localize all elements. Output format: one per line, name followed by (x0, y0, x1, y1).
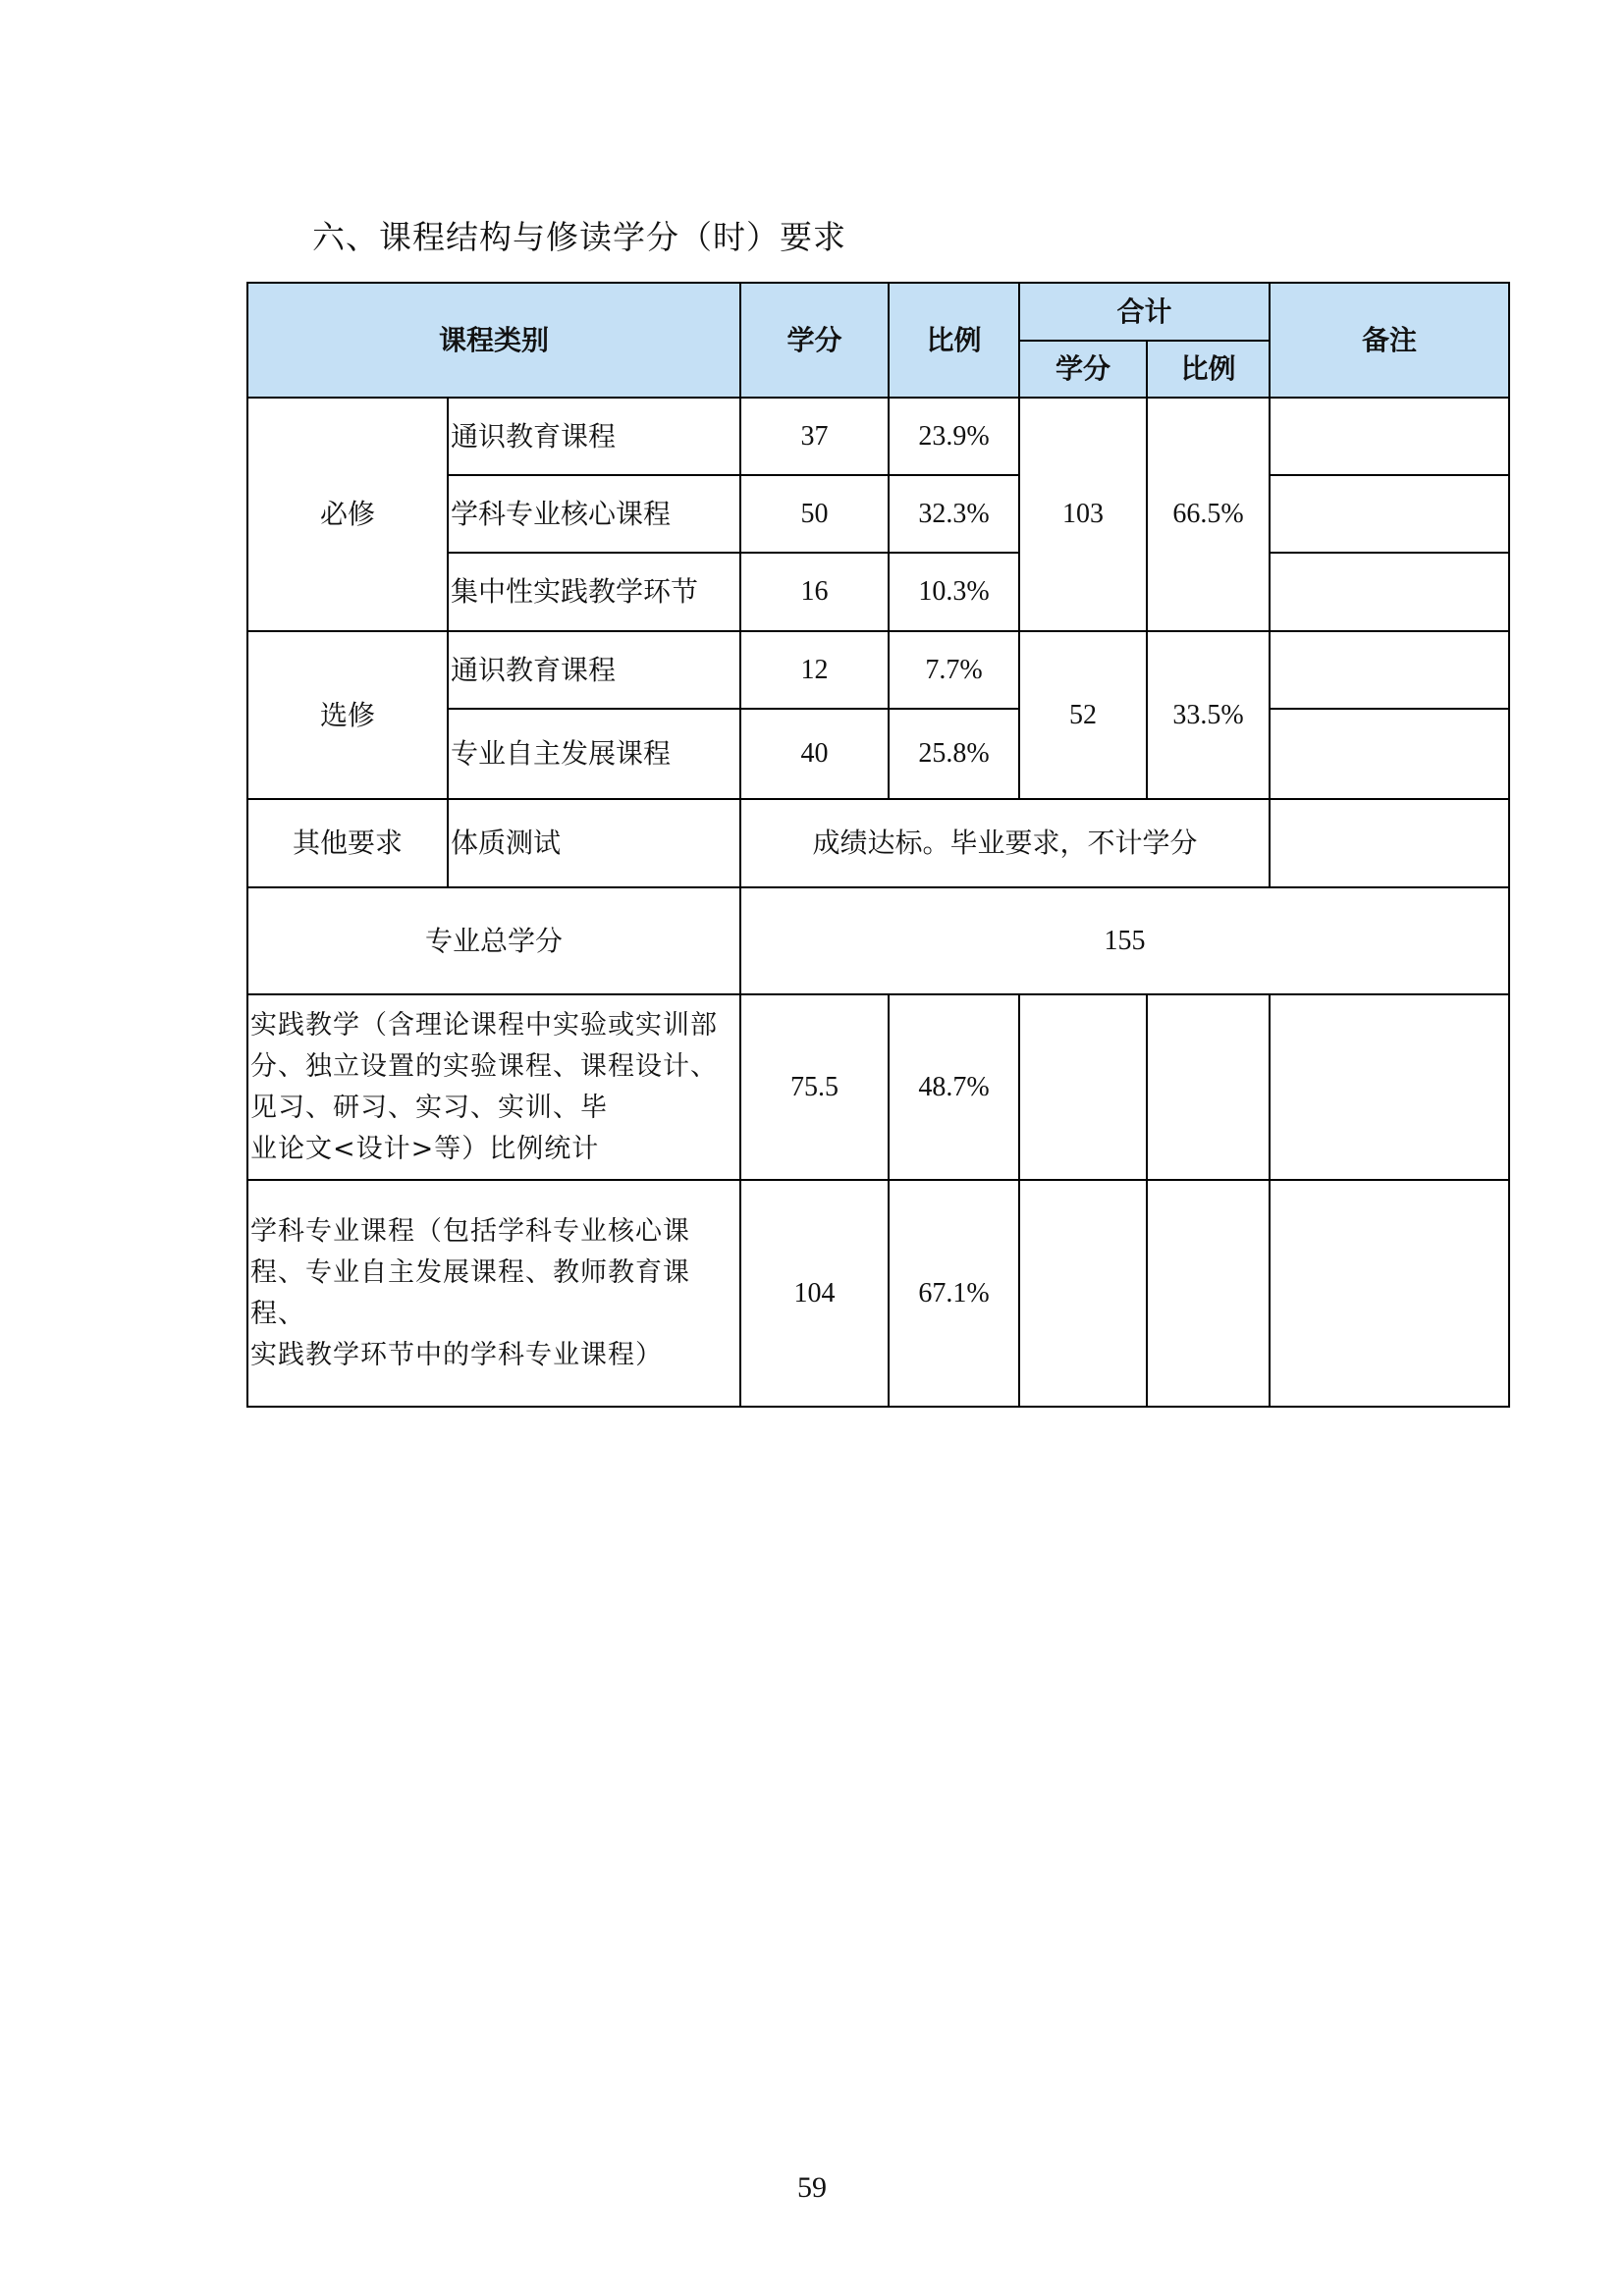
total-value: 155 (740, 887, 1509, 994)
header-remarks: 备注 (1270, 283, 1509, 398)
discipline-label (247, 1180, 740, 1407)
remark-cell (1270, 709, 1509, 799)
course-credits: 50 (740, 475, 889, 553)
course-name: 通识教育课程 (448, 398, 740, 475)
course-name: 学科专业核心课程 (448, 475, 740, 553)
header-total-credits: 学分 (1019, 341, 1147, 398)
header-total: 合计 (1019, 283, 1270, 341)
header-row (247, 283, 1509, 341)
course-credits: 16 (740, 553, 889, 631)
practice-label (247, 994, 740, 1180)
practice-label-line: 实践教学（含理论课程中实验或实训部 (250, 1009, 718, 1041)
course-name: 通识教育课程 (448, 631, 740, 709)
required-total-credits: 103 (1019, 398, 1147, 631)
required-label: 必修 (247, 398, 448, 631)
header-category: 课程类别 (247, 283, 740, 398)
credits-table (246, 282, 1510, 1408)
table-row (247, 994, 1509, 1180)
course-ratio: 7.7% (889, 631, 1019, 709)
other-label: 其他要求 (247, 799, 448, 887)
other-note: 成绩达标。毕业要求，不计学分 (740, 799, 1270, 887)
table-row (247, 887, 1509, 994)
total-label: 专业总学分 (247, 887, 740, 994)
remark-cell (1270, 553, 1509, 631)
required-total-ratio: 66.5% (1147, 398, 1270, 631)
course-credits: 40 (740, 709, 889, 799)
section-title: 六、课程结构与修读学分（时）要求 (312, 218, 846, 256)
course-ratio: 32.3% (889, 475, 1019, 553)
table-row (247, 631, 1509, 709)
empty-cell (1147, 994, 1270, 1180)
practice-label-line: 见习、研习、实习、实训、毕 (250, 1092, 608, 1123)
practice-label-line: 业论文<设计>等）比例统计 (250, 1133, 600, 1164)
practice-ratio: 48.7% (889, 994, 1019, 1180)
table-row (247, 799, 1509, 887)
remark-cell (1270, 799, 1509, 887)
header-total-ratio: 比例 (1147, 341, 1270, 398)
course-ratio: 25.8% (889, 709, 1019, 799)
table-row (247, 398, 1509, 475)
practice-label-line: 分、独立设置的实验课程、课程设计、 (250, 1050, 718, 1082)
course-ratio: 10.3% (889, 553, 1019, 631)
page-number: 59 (797, 2171, 827, 2204)
remark-cell (1270, 475, 1509, 553)
remark-cell (1270, 994, 1509, 1180)
header-credits: 学分 (740, 283, 889, 398)
header-ratio: 比例 (889, 283, 1019, 398)
practice-credits: 75.5 (740, 994, 889, 1180)
empty-cell (1019, 1180, 1147, 1407)
course-name: 集中性实践教学环节 (448, 553, 740, 631)
discipline-credits: 104 (740, 1180, 889, 1407)
course-name: 专业自主发展课程 (448, 709, 740, 799)
discipline-label-line: 实践教学环节中的学科专业课程） (250, 1339, 663, 1370)
elective-total-credits: 52 (1019, 631, 1147, 799)
other-name: 体质测试 (448, 799, 740, 887)
discipline-label-line: 程、专业自主发展课程、教师教育课程、 (250, 1256, 690, 1329)
empty-cell (1147, 1180, 1270, 1407)
course-credits: 37 (740, 398, 889, 475)
course-credits: 12 (740, 631, 889, 709)
elective-label: 选修 (247, 631, 448, 799)
remark-cell (1270, 1180, 1509, 1407)
discipline-label-line: 学科专业课程（包括学科专业核心课 (250, 1215, 690, 1247)
remark-cell (1270, 398, 1509, 475)
discipline-ratio: 67.1% (889, 1180, 1019, 1407)
table-row (247, 1180, 1509, 1407)
empty-cell (1019, 994, 1147, 1180)
remark-cell (1270, 631, 1509, 709)
course-ratio: 23.9% (889, 398, 1019, 475)
elective-total-ratio: 33.5% (1147, 631, 1270, 799)
